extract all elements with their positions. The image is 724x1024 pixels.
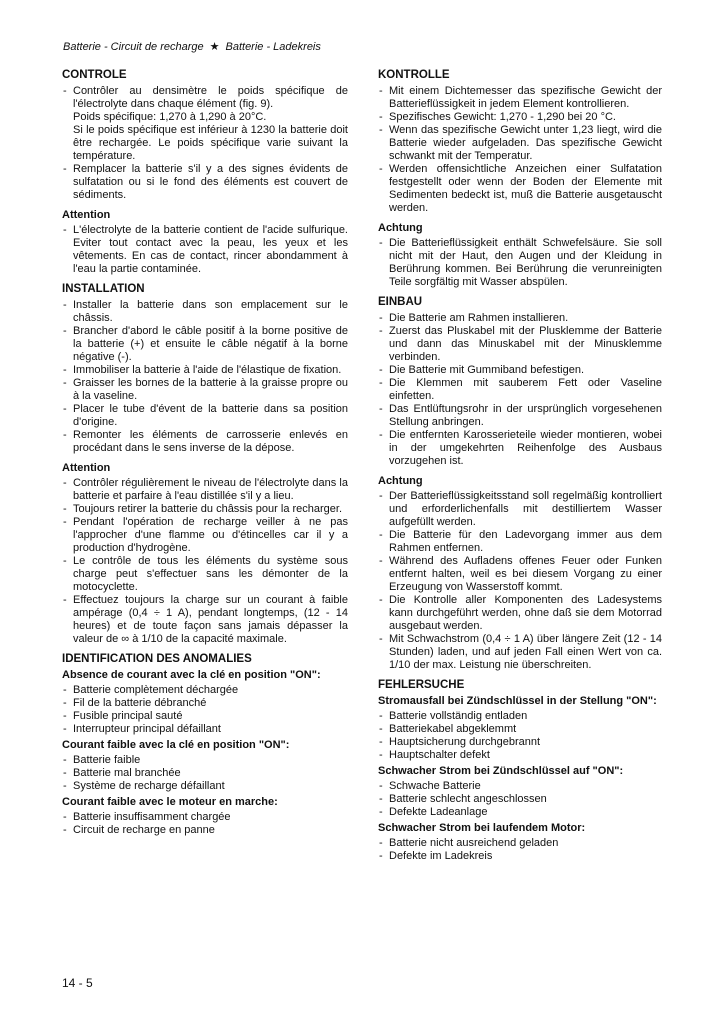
list-item: - Der Batterieflüssigkeitsstand soll regelmäßig kontrolliert und erforderlichenfalls mit destilliertem Wasser aufgefüllt werden. [378,490,662,529]
section-achtung-1 [378,222,662,289]
list-item: - Brancher d'abord le câble positif à la borne positive de la batterie (+) et ensuite le câble négatif à la borne négative (-). [62,325,348,364]
bullet-list [378,85,662,215]
list-item: - Placer le tube d'évent de la batterie dans sa position d'origine. [62,403,348,429]
section-title: EINBAU [378,296,423,308]
group-heading: Absence de courant avec la clé en position "ON": [62,669,321,681]
section-achtung-2 [378,475,662,672]
list-item: - Remplacer la batterie s'il y a des signes évidents de sulfatation ou si le fond des éléments est couvert de sédiments. [62,163,348,202]
list-item: - Fil de la batterie débranché [62,697,348,710]
list-item: - Die Klemmen mit sauberem Fett oder Vaseline einfetten. [378,377,662,403]
list-item: - Wenn das spezifische Gewicht unter 1,23 liegt, wird die Batterie wieder aufgeladen. Das spezifische Gewicht schwankt mit der Temperatur. [378,124,662,163]
running-header [63,40,321,53]
list-item: - Système de recharge défaillant [62,780,348,793]
section-title: Achtung [378,222,423,234]
bullet-list [378,780,662,819]
list-item: - Die Batterieflüssigkeit enthält Schwefelsäure. Sie soll nicht mit der Haut, den Augen und der Kleidung in Berührung kommen. Bei Berührung die verunreinigten Teile sorgfältig mit Wasser abspülen. [378,237,662,289]
list-item: - Während des Aufladens offenes Feuer oder Funken entfernt halten, weil es bei diesem Vorgang zu einer Erzeugung von Wasserstoff kommt. [378,555,662,594]
list-item: - Remonter les éléments de carrosserie enlevés en procédant dans le sens inverse de la dépose. [62,429,348,455]
list-item: - Batteriekabel abgeklemmt [378,723,662,736]
list-item: - Immobiliser la batterie à l'aide de l'élastique de fixation. [62,364,348,377]
german-column [378,69,662,870]
list-item: - Batterie mal branchée [62,767,348,780]
french-column [62,69,348,844]
list-item: - Mit einem Dichtemesser das spezifische Gewicht der Batterieflüssigkeit in jedem Element kontrollieren. [378,85,662,111]
list-item: - Batterie complètement déchargée [62,684,348,697]
list-item: - Defekte im Ladekreis [378,850,662,863]
list-item: - Werden offensichtliche Anzeichen einer Sulfatation festgestellt oder wenn der Boden der Elemente mit Sedimenten bedeckt ist, muß die Batterie ausgetauscht werden. [378,163,662,215]
list-item: - Batterie nicht ausreichend geladen [378,837,662,850]
list-item: - Batterie faible [62,754,348,767]
bullet-list [378,312,662,468]
bullet-list [62,477,348,646]
section-title: CONTROLE [62,69,127,81]
group-heading: Courant faible avec le moteur en marche: [62,796,278,808]
list-item: - Zuerst das Pluskabel mit der Plusklemme der Batterie und dann das Minuskabel mit der Minusklemme verbinden. [378,325,662,364]
bullet-list [378,837,662,863]
section-controle [62,69,348,202]
list-item: - Le contrôle de tous les éléments du système sous charge peut s'effectuer sans les démonter de la motocyclette. [62,555,348,594]
list-item: - Batterie schlecht angeschlossen [378,793,662,806]
list-item: - Effectuez toujours la charge sur un courant à faible ampérage (0,4 ÷ 1 A), pendant longtemps, (12 - 14 heures) et de toute façon sans jamais dépasser la valeur de ∞ à 1/10 de la capacité maximale. [62,594,348,646]
section-einbau [378,296,662,468]
group-heading: Schwacher Strom bei Zündschlüssel auf "ON": [378,765,624,777]
section-installation [62,283,348,455]
list-item: - Die Batterie mit Gummiband befestigen. [378,364,662,377]
list-item: - Hauptschalter defekt [378,749,662,762]
bullet-list [62,85,348,202]
section-kontrolle [378,69,662,215]
list-item: - Schwache Batterie [378,780,662,793]
page-number: 14 - 5 [62,976,93,990]
header-left-title: Batterie - Circuit de recharge [63,41,204,53]
section-fehlersuche [378,679,662,863]
list-item: - Hauptsicherung durchgebrannt [378,736,662,749]
section-title: Attention [62,209,111,221]
list-item: - Interrupteur principal défaillant [62,723,348,736]
section-title: FEHLERSUCHE [378,679,465,691]
list-item: - Toujours retirer la batterie du châssis pour la recharger. [62,503,348,516]
bullet-list [62,299,348,455]
list-item: - Installer la batterie dans son emplacement sur le châssis. [62,299,348,325]
section-title: KONTROLLE [378,69,450,81]
list-item: - Spezifisches Gewicht: 1,270 - 1,290 bei 20 °C. [378,111,662,124]
bullet-list [62,754,348,793]
list-item: - Pendant l'opération de recharge veiller à ne pas l'approcher d'une flamme ou d'étincelles car il y a production d'hydrogène. [62,516,348,555]
section-title: Achtung [378,475,423,487]
list-item: - Die Batterie am Rahmen installieren. [378,312,662,325]
section-title: Attention [62,462,111,474]
section-attention-2 [62,462,348,646]
bullet-list [62,811,348,837]
bullet-list [62,224,348,276]
list-item: - Graisser les bornes de la batterie à la graisse propre ou à la vaseline. [62,377,348,403]
list-item: - L'électrolyte de la batterie contient de l'acide sulfurique. Eviter tout contact avec la peau, les yeux et les vêtements. En cas de contact, rincer abondamment à l'eau la partie contaminée. [62,224,348,276]
list-item: - Batterie vollständig entladen [378,710,662,723]
section-title: INSTALLATION [62,283,145,295]
bullet-list [378,710,662,762]
bullet-list [378,490,662,672]
bullet-list [378,237,662,289]
list-item: - Mit Schwachstrom (0,4 ÷ 1 A) über längere Zeit (12 - 14 Stunden) laden, und auf jeden Fall einen Wert von ca. 1/10 der max. Leistung nie überschreiten. [378,633,662,672]
list-item: - Contrôler au densimètre le poids spécifique de l'électrolyte dans chaque élément (fig. 9). Poids spécifique: 1,270 à 1,290 à 20°C. Si le poids spécifique est inférieur à 1230 la batterie doit être rechargée. Le poids spécifique varie suivant la température. [62,85,348,163]
group-heading: Schwacher Strom bei laufendem Motor: [378,822,586,834]
group-heading: Courant faible avec la clé en position "ON": [62,739,290,751]
list-item: - Contrôler régulièrement le niveau de l'électrolyte dans la batterie et parfaire à l'eau distillée s'il y a lieu. [62,477,348,503]
list-item: - Das Entlüftungsrohr in der ursprünglich vorgesehenen Stellung anbringen. [378,403,662,429]
list-item: - Circuit de recharge en panne [62,824,348,837]
group-heading: Stromausfall bei Zündschlüssel in der Stellung "ON": [378,695,657,707]
star-icon: ★ [209,41,220,53]
list-item: - Defekte Ladeanlage [378,806,662,819]
list-item: - Batterie insuffisamment chargée [62,811,348,824]
section-attention-1 [62,209,348,276]
bullet-list [62,684,348,736]
section-identification [62,653,348,837]
list-item: - Die Kontrolle aller Komponenten des Ladesystems kann durchgeführt werden, ohne daß sie dem Motorrad ausgebaut werden. [378,594,662,633]
list-item: - Die Batterie für den Ladevorgang immer aus dem Rahmen entfernen. [378,529,662,555]
list-item: - Die entfernten Karosserieteile wieder montieren, wobei in der umgekehrten Reihenfolge des Ausbaus vorzugehen ist. [378,429,662,468]
header-right-title: Batterie - Ladekreis [225,41,321,53]
section-title: IDENTIFICATION DES ANOMALIES [62,653,252,665]
list-item: - Fusible principal sauté [62,710,348,723]
